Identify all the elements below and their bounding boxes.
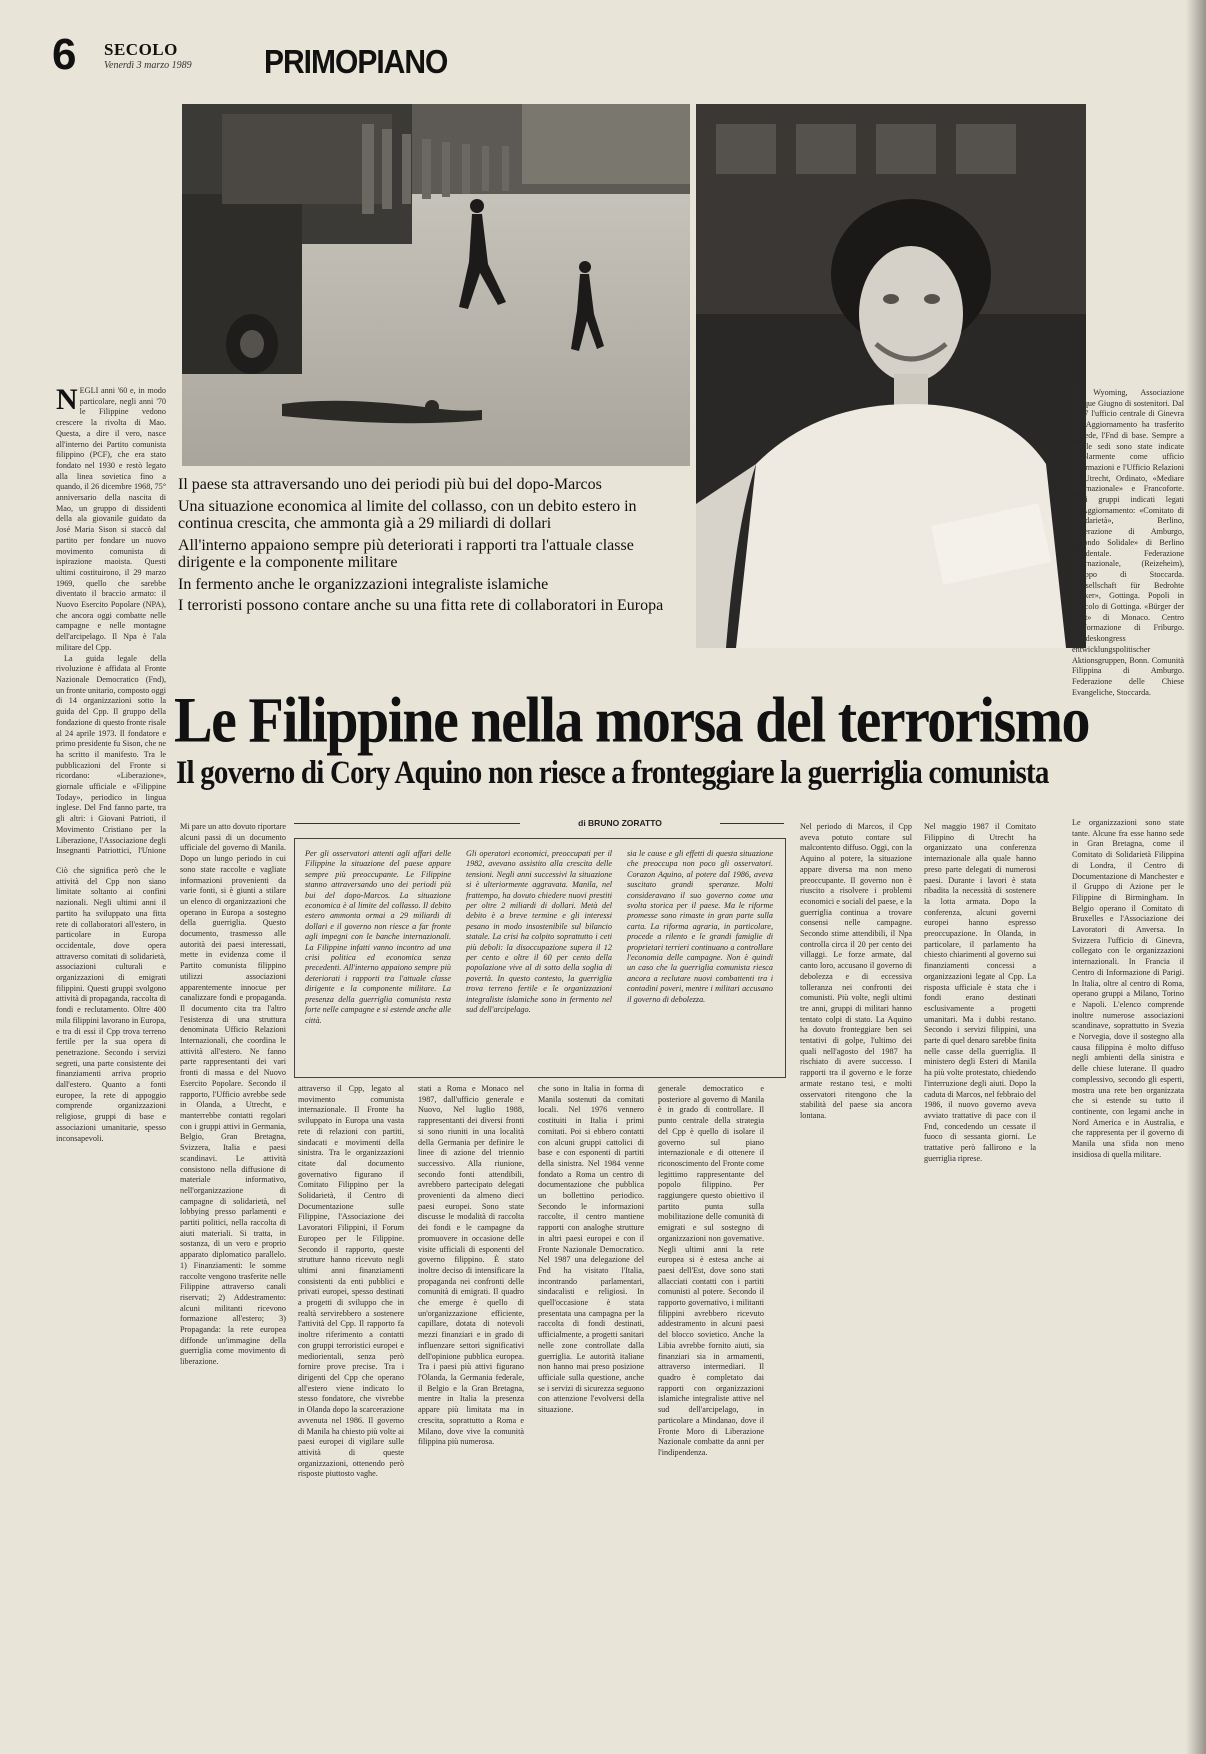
photo-portrait (696, 104, 1086, 648)
highlight-3: All'interno appaiono sempre più deteriorati i rapporti tra l'attuale classe dirigente e la componente militare (178, 536, 634, 571)
binding-shadow (1186, 0, 1206, 1754)
text-column-5 (538, 1084, 644, 1736)
box-column-3: sia le cause e gli effetti di questa situazione che preoccupa non poco gli osservatori. Corazon Aquino, al potere dal 1986, aveva suscitato grandi speranze. Molti consideravano il suo governo come una svolta storica per il paese. Ma le riforme promesse sono rimaste in gran parte sulla carta. La riforma agraria, in particolare, procede a rilento e le grandi famiglie di proprietari terrieri continuano a controllare l'economia delle campagne. Non è quindi un caso che la guerriglia comunista riesca ancora a reclutare nuovi combattenti tra i contadini poveri, mentre i militari accusano il governo di debolezza. (627, 849, 773, 1004)
byline: di BRUNO ZORATTO (520, 818, 720, 828)
subheadline: Il governo di Cory Aquino non riesce a fronteggiare la guerriglia comunista (176, 755, 1049, 791)
box-column-1: Per gli osservatori attenti agli affari delle Filippine la situazione del paese appare sempre più preoccupante. Le Filippine stanno attraversando uno dei periodi più bui del dopo-Marcos. La situazione economica è al limite del collasso. Il debito estero ammonta ormai a 29 miliardi di dollari e il governo non riesce a far fronte agli impegni con le banche internazionali. La Filippine infatti vanno incontro ad una crisi politica ed economica senza precedenti. All'interno appaiono sempre più deteriorati i rapporti tra l'attuale classe dirigente e la componente militare. La presenza della guerriglia comunista resta forte nelle campagne e si estende anche alle città. (305, 849, 451, 1025)
headline: Le Filippine nella morsa del terrorismo (174, 683, 1090, 756)
intro-box (294, 838, 786, 1078)
right-top-paragraph: no Wyoming, Associazione Cinque Giugno di sostenitori. Dal 1987 l'ufficio centrale di Ginevra dell'Aggiornamento ha trasferito la sede, l'Fnd di base. Sempre a quelle sedi sono state indicate regolarmente come ufficio informazioni e l'Ufficio Relazioni di Utrecht, Ordinato, «Mediare Internazionale» e Francoforte. Altri gruppi indicati legati all'Aggiornamento: «Comitato di Solidarietà», Berlino, Federazione di Amburgo, «Mondo Solidale» di Berlino occidentale. Federazione Internazionale, (Reizeheim), Gruppo di Stoccarda. «Gesellschaft für Bedrohte Völker», Gottinga. Popoli in pericolo di Gottinga. «Bürger der Welt» di Monaco. Centro d'informazione di Friburgo. Bundeskongress entwicklungspolitischer Aktionsgruppen, Bonn. Comunità Filippina di Amburgo. Federazione delle Chiese Evangeliche, Stoccarda. (1072, 388, 1184, 697)
highlight-4: In fermento anche le organizzazioni integraliste islamiche (178, 575, 549, 593)
section-title: PRIMOPIANO (264, 44, 448, 81)
column-7-text: Nel periodo di Marcos, il Cpp aveva potuto contare sul malcontento diffuso. Oggi, con la Aquino al potere, la situazione appare diversa ma non meno preoccupante. Il governo non è riuscito a risolvere i problemi economici e sociali del paese, e la guerriglia continua a trovare consensi nelle campagne. Secondo stime attendibili, il Npa controlla circa il 20 per cento dei villaggi. Le forze armate, dal canto loro, accusano il governo di debolezza e di eccessiva tolleranza nei confronti dei comunisti. Più volte, negli ultimi tre anni, gruppi di militari hanno tentato colpi di stato. La Aquino ha dovuto fronteggiare ben sei tentativi di golpe, l'ultimo dei quali nell'agosto del 1987 ha rischiato di avere successo. I rapporti tra il governo e le forze armate restano tesi, e molti osservatori ritengono che la stabilità del paese sia ancora lontana. (800, 822, 912, 1120)
text-column-6 (658, 1084, 764, 1736)
text-column-9 (1072, 818, 1184, 1736)
column-6-text: generale democratico e posteriore al governo di Manila è in grado di controllare. Il punto centrale della strategia del Cpp è quello di isolare il governo sul piano internazionale e di ottenere il riconoscimento del Fronte come legittimo rappresentante del popolo filippino. Per raggiungere questo obiettivo il partito punta sulla mobilitazione delle comunità di emigrati e sul sostegno di organizzazioni non governative. Negli ultimi anni la rete europea si è estesa anche ai paesi dell'Est, dove sono stati allacciati contatti con i partiti comunisti al potere. Secondo il rapporto governativo, i militanti filippini avrebbero ricevuto addestramento in alcuni paesi del blocco sovietico. Anche la Libia avrebbe fornito aiuti, sia finanziari sia in armamenti, attraverso intermediari. Il quadro è completato dai rapporti con organizzazioni islamiche integraliste attive nel sud dell'arcipelago, in particolare a Mindanao, dove il Fronte Moro di Liberazione Nazionale combatte da anni per l'indipendenza. (658, 1084, 764, 1457)
text-column-1 (56, 866, 166, 1736)
issue-date: Venerdì 3 marzo 1989 (104, 60, 192, 71)
highlight-5: I terroristi possono contare anche su una fitta rete di collaboratori in Europa (178, 597, 664, 614)
box-column-2: Gli operatori economici, preoccupati per il 1982, avevano assistito alla crescita delle tensioni. Negli anni successivi la situazione si è ulteriormente aggravata. Manila, nel frattempo, ha dovuto chiedere nuovi prestiti per oltre 2 miliardi di dollari. Metà del debito è a breve termine e gli interessi pesano in modo insostenibile sul bilancio statale. La crisi ha colpito soprattutto i ceti più deboli: la disoccupazione supera il 12 per cento e oltre il 60 per cento della popolazione vive al di sotto della soglia di povertà. In questo contesto, la guerriglia trova terreno fertile e le organizzazioni integraliste islamiche sono in fermento nel sud dell'arcipelago. (466, 849, 612, 1015)
page-number: 6 (52, 30, 77, 79)
column-4-text: stati a Roma e Monaco nel 1987, dall'ufficio generale e Nuovo, Nel luglio 1988, rappresentanti dei diversi fronti si sono riuniti in una località della Germania per definire le linee di azione del triennio successivo. Alla riunione, secondo fonti attendibili, avrebbero partecipato delegati provenienti da almeno dieci paesi europei. Sono state discusse le modalità di raccolta dei fondi e le campagne da promuovere in occasione delle visite ufficiali di esponenti del governo filippino. È stato inoltre deciso di intensificare la propaganda nei confronti delle comunità di emigrati. Il quadro che emerge è quello di un'organizzazione efficiente, capillare, dotata di notevoli mezzi finanziari e in grado di influenzare settori significativi dell'opinione pubblica europea. Tra i paesi più attivi figurano l'Olanda, la Germania federale, il Belgio e la Gran Bretagna, mentre in Italia la presenza appare più limitata ma in crescita, soprattutto a Roma e Milano, dove vive la comunità filippina più numerosa. (418, 1084, 524, 1447)
column-2-text: Mi pare un atto dovuto riportare alcuni passi di un documento ufficiale del governo di Manila. Dopo un lungo periodo in cui sono state raccolte e vagliate informazioni provenienti da varie fonti, si è giunti a stilare un elenco di organizzazioni che operano in Europa a sostegno della guerriglia. Questo documento, trasmesso alle autorità dei paesi interessati, mette in evidenza come il Partito comunista filippino utilizzi associazioni apparentemente innocue per canalizzare fondi e propaganda. Il documento cita tra l'altro l'esistenza di una struttura denominata Ufficio Relazioni Internazionali, che coordina le attività all'estero. Ne fanno parte rappresentanti dei vari fronti di massa e del Nuovo Esercito Popolare. Secondo il rapporto, l'Ufficio avrebbe sede in Olanda, a Utrecht, e manterrebbe contatti regolari con i gruppi attivi in Germania, Belgio, Gran Bretagna, Svizzera, Italia e paesi scandinavi. Le attività consistono nella diffusione di materiale informativo, nell'organizzazione di campagne di solidarietà, nel lobbying presso parlamenti e partiti politici, nella raccolta di aiuti materiali. Si tratta, in sostanza, di un vero e proprio apparato diplomatico parallelo. 1) Finanziamenti: le somme raccolte vengono trasferite nelle Filippine attraverso canali riservati; 2) Addestramento: alcuni militanti ricevono formazione all'estero; 3) Propaganda: la rete europea diffonde un'immagine della guerriglia come movimento di liberazione. (180, 822, 286, 1367)
text-column-3 (298, 1084, 404, 1736)
text-column-7 (800, 822, 912, 1736)
text-column-2 (180, 822, 286, 1736)
column-1-text: Ciò che significa però che le attività del Cpp non siano limitate soltanto ai confini nazionali. Negli ultimi anni il partito ha sviluppato una fitta rete di collaboratori all'estero, in particolare in Europa occidentale, dove opera attraverso comitati di solidarietà, associazioni culturali e organizzazioni di emigrati filippini. Questi gruppi svolgono attività di propaganda, raccolta di fondi e reclutamento. Oltre 400 mila filippini lavorano in Europa, e tra di essi il Cpp trova terreno fertile per la sua opera di penetrazione. Secondo i servizi segreti, una parte consistente dei finanziamenti arriva proprio dall'estero. Quanto a fonti europee, la rete di appoggio comprende organizzazioni religiose, gruppi di base e associazioni umanitarie, spesso inconsapevoli. (56, 866, 166, 1143)
newspaper-logo: SECOLO (104, 40, 178, 59)
column-8-text: Nel maggio 1987 il Comitato Filippino di Utrecht ha organizzato una conferenza internazionale alla quale hanno preso parte delegati di numerosi paesi. Durante i lavori è stata ribadita la necessità di sostenere la lotta armata. Dopo la conferenza, alcuni governi europei hanno espresso preoccupazione. In Olanda, in particolare, il parlamento ha chiesto chiarimenti al governo sui finanziamenti concessi a organizzazioni legate al Cpp. La risposta ufficiale è stata che i fondi erano destinati esclusivamente a progetti umanitari. Ma i dubbi restano. Secondo i servizi filippini, una parte di quel denaro sarebbe finita nelle casse della guerriglia. Il ministero degli Esteri di Manila ha più volte protestato, chiedendo l'interruzione degli aiuti. Dopo la caduta di Marcos, nel febbraio del 1986, il nuovo governo aveva avviato trattative di pace con il Fnd, concedendo un cessate il fuoco di sessanta giorni. Le trattative però fallirono e la guerriglia riprese. (924, 822, 1036, 1163)
highlights-block (178, 476, 668, 619)
highlight-1: Il paese sta attraversando uno dei periodi più bui del dopo-Marcos (178, 476, 602, 493)
highlight-2: Una situazione economica al limite del collasso, con un debito estero in continua crescita, che ammonta già a 29 miliardi di dollari (178, 497, 637, 532)
text-column-4 (418, 1084, 524, 1736)
left-top-paragraph-2: La guida legale della rivoluzione è affidata al Fronte Nazionale Democratico (Fnd), un fronte unitario, composto oggi di 14 organizzazioni sotto la guida del Cpp. Il gruppo della fondazione di questo fronte risale al 24 aprile 1973. Il fondatore e primo presidente fu Sison, che ne ha scritto il manifesto. Tra le pubblicazioni del Fronte si ricordano: «Liberazione», giornale ufficiale e «Filippine Today», periodico in lingua inglese. Del Fnd fanno parte, tra gli altri: i Giovani Patrioti, il Movimento Cristiano per la Liberazione, l'Associazione degli Insegnanti Patriottici, l'Unione (56, 653, 166, 856)
column-9-text: Le organizzazioni sono state tante. Alcune fra esse hanno sede in Gran Bretagna, come il Comitato di Solidarietà Filippina di Londra, il Centro di Documentazione di Manchester e il Gruppo di Azione per le Filippine di Birmingham. In Belgio operano il Comitato di Bruxelles e l'Associazione dei Lavoratori di Anversa. In Svizzera l'ufficio di Ginevra, collegato con le organizzazioni internazionali. In Francia il Centro di Informazione di Parigi. In Italia, oltre al centro di Roma, operano gruppi a Milano, Torino e Napoli. L'elenco comprende inoltre numerose associazioni scandinave, soprattutto in Svezia e Norvegia, dove il sostegno alla causa filippina è molto diffuso negli ambienti della sinistra e delle chiese luterane. Il quadro complessivo, secondo gli esperti, mostra una rete ben organizzata che si estende su tutto il continente, con legami anche in Nord America e in Australia, e che rappresenta per il governo di Manila una sfida non meno insidiosa di quella militare. (1072, 818, 1184, 1159)
column-5-text: che sono in Italia in forma di Manila sostenuti da comitati locali. Nel 1976 vennero costituiti in Italia i primi comitati. Poi si ebbero contatti con alcuni gruppi cattolici di base e con esponenti di partiti della sinistra. Nel 1984 venne fondato a Roma un centro di documentazione che pubblica un bollettino periodico. Secondo le informazioni raccolte, il centro mantiene rapporti con analoghe strutture in altri paesi europei e con il Fronte Nazionale Democratico. Nel 1987 una delegazione del Fnd ha visitato l'Italia, incontrando parlamentari, sindacalisti e religiosi. In quell'occasione è stata presentata una campagna per la raccolta di fondi destinati, ufficialmente, a progetti sanitari nelle zone controllate dalla guerriglia. Le autorità italiane non hanno mai preso posizione ufficiale sulla questione, anche se i servizi di sicurezza seguono con attenzione l'evolversi della situazione. (538, 1084, 644, 1415)
drop-cap: N (56, 386, 78, 416)
text-column-8 (924, 822, 1036, 1736)
column-3-text: attraverso il Cpp, legato al movimento comunista internazionale. Il Fronte ha sviluppato in Europa una vasta rete di relazioni con partiti, sindacati e movimenti della sinistra. Tra le organizzazioni citate dal documento governativo figurano il Comitato Filippino per la Solidarietà, il Centro di Documentazione sulle Filippine, l'Associazione dei Lavoratori Filippini, il Forum Europeo per le Filippine. Secondo il rapporto, queste strutture hanno ricevuto negli ultimi anni finanziamenti consistenti da enti pubblici e privati europei, spesso destinati a progetti di sviluppo che in realtà servirebbero a sostenere l'attività del Cpp. Il rapporto fa inoltre riferimento a contatti con gruppi terroristici europei e mediorientali, senza però fornire prove precise. Tra i dirigenti del Cpp che operano all'estero viene indicato lo stesso fondatore, che vivrebbe in Olanda dopo la scarcerazione avvenuta nel 1986. Il governo di Manila ha chiesto più volte ai paesi europei di vigilare sulle attività di queste organizzazioni, ottenendo però risposte piuttosto vaghe. (298, 1084, 404, 1479)
text-column-left-top (56, 386, 166, 856)
photo-street-scene (182, 104, 690, 466)
left-top-paragraph-1: EGLI anni '60 e, in modo particolare, negli anni '70 le Filippine vedono crescere la rivolta di Mao. Questa, a dire il vero, nasce all'interno dei Partito comunista filippino (PCF), che era stato fondato nel 1930 e restò legato alla linea sovietica fino a quando, il 26 dicembre 1968, 75° anniversario della nascita di Mao, un gruppo di dissidenti della ala giovanile guidato da José Maria Sison si staccò dal partito per fondare un nuovo movimento comunista di ispirazione maoista. Questi ultimi costituirono, il 29 marzo 1969, quello che sarebbe diventato il braccio armato: il Nuovo Esercito Popolare (NPA), che ancora oggi combatte nelle campagne e nelle montagne dell'arcipelago. Il Npa è l'ala militare del Cpp. (56, 386, 166, 652)
